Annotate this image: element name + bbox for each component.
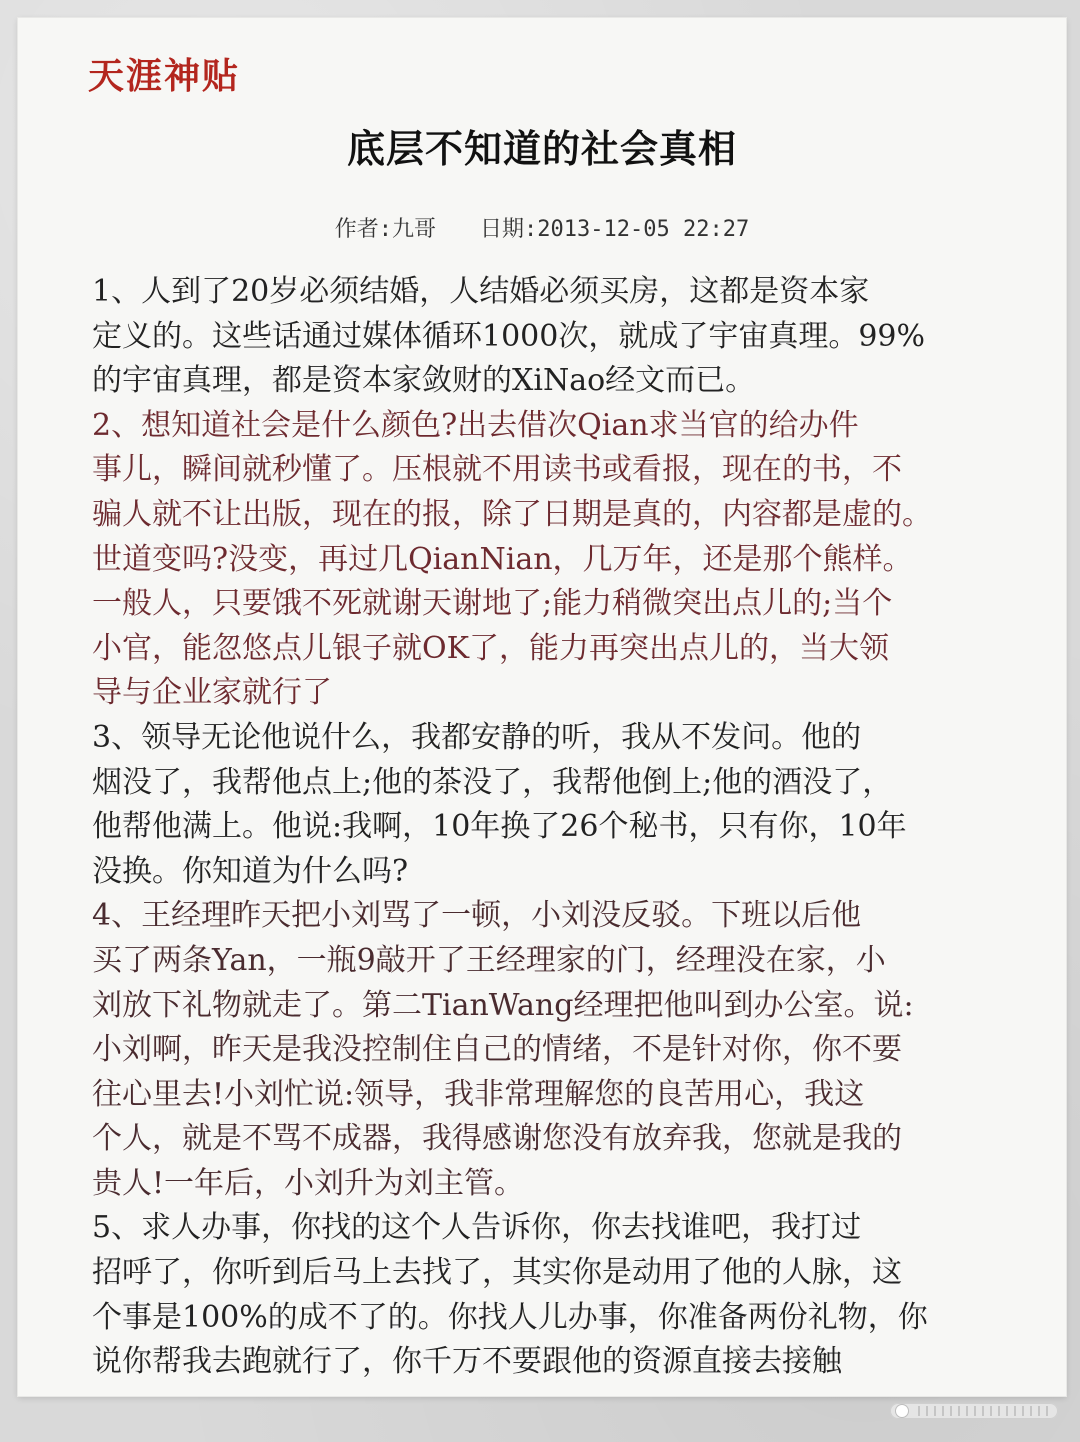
paragraph-line: 说你帮我去跑就行了，你千万不要跟他的资源直接去接触 bbox=[92, 1344, 842, 1380]
paragraph-line: 小官，能忽悠点儿银子就OK了，能力再突出点儿的，当大领 bbox=[92, 630, 890, 666]
horizontal-scrollbar[interactable] bbox=[890, 1403, 1058, 1419]
paragraph-line: 3、领导无论他说什么，我都安静的听，我从不发问。他的 bbox=[92, 719, 862, 755]
paragraph-line: 刘放下礼物就走了。第二TianWang经理把他叫到办公室。说: bbox=[92, 987, 914, 1023]
paragraph-5 bbox=[92, 1206, 1016, 1384]
paragraph-line: 定义的。这些话通过媒体循环1000次，就成了宇宙真理。99% bbox=[92, 318, 926, 354]
paragraph-line: 2、想知道社会是什么颜色?出去借次Qian求当官的给办件 bbox=[92, 407, 859, 443]
paragraph-line: 招呼了，你听到后马上去找了，其实你是动用了他的人脉，这 bbox=[92, 1255, 902, 1291]
paragraph-line: 没换。你知道为什么吗? bbox=[92, 853, 409, 889]
brand-logo-text: 天涯神贴 bbox=[88, 56, 241, 97]
paragraph-line: 导与企业家就行了 bbox=[92, 675, 332, 711]
scrollbar-track[interactable] bbox=[918, 1406, 1050, 1416]
paragraph-1 bbox=[92, 270, 1016, 404]
paragraph-line: 事儿，瞬间就秒懂了。压根就不用读书或看报，现在的书，不 bbox=[92, 452, 902, 488]
paragraph-line: 5、求人办事，你找的这个人告诉你，你去找谁吧，我打过 bbox=[92, 1210, 862, 1246]
paragraph-4 bbox=[92, 894, 1016, 1206]
author-label: 作者:九哥 bbox=[334, 217, 437, 242]
paragraph-2 bbox=[92, 404, 1016, 716]
paragraph-line: 烟没了，我帮他点上;他的茶没了，我帮他倒上;他的酒没了， bbox=[92, 764, 893, 800]
paragraph-3 bbox=[92, 716, 1016, 894]
paragraph-line: 个人，就是不骂不成器，我得感谢您没有放弃我，您就是我的 bbox=[92, 1121, 902, 1157]
paragraph-line: 的宇宙真理，都是资本家敛财的XiNao经文而已。 bbox=[92, 363, 756, 399]
paragraph-line: 一般人，只要饿不死就谢天谢地了;能力稍微突出点儿的;当个 bbox=[92, 586, 893, 622]
paragraph-line: 个事是100%的成不了的。你找人儿办事，你准备两份礼物，你 bbox=[92, 1299, 928, 1335]
paragraph-line: 他帮他满上。他说:我啊，10年换了26个秘书，只有你，10年 bbox=[92, 809, 907, 845]
page-title: 底层不知道的社会真相 bbox=[346, 127, 737, 171]
paragraph-line: 世道变吗?没变，再过几QianNian，几万年，还是那个熊样。 bbox=[92, 541, 913, 577]
paragraph-line: 1、人到了20岁必须结婚，人结婚必须买房，这都是资本家 bbox=[92, 274, 870, 309]
article-body bbox=[92, 270, 1016, 1385]
paragraph-line: 贵人!一年后，小刘升为刘主管。 bbox=[92, 1165, 525, 1201]
paragraph-line: 买了两条Yan，一瓶9敲开了王经理家的门，经理没在家，小 bbox=[92, 942, 886, 978]
document-page bbox=[18, 18, 1066, 1396]
date-label: 日期:2013-12-05 22:27 bbox=[480, 217, 750, 242]
paragraph-line: 4、王经理昨天把小刘骂了一顿，小刘没反驳。下班以后他 bbox=[92, 898, 862, 934]
paragraph-line: 小刘啊，昨天是我没控制住自己的情绪，不是针对你，你不要 bbox=[92, 1032, 902, 1068]
paragraph-line: 往心里去!小刘忙说:领导，我非常理解您的良苦用心，我这 bbox=[92, 1076, 865, 1112]
post-meta bbox=[18, 212, 1066, 243]
scrollbar-thumb[interactable] bbox=[896, 1405, 908, 1417]
paragraph-line: 骗人就不让出版，现在的报，除了日期是真的，内容都是虚的。 bbox=[92, 496, 932, 532]
